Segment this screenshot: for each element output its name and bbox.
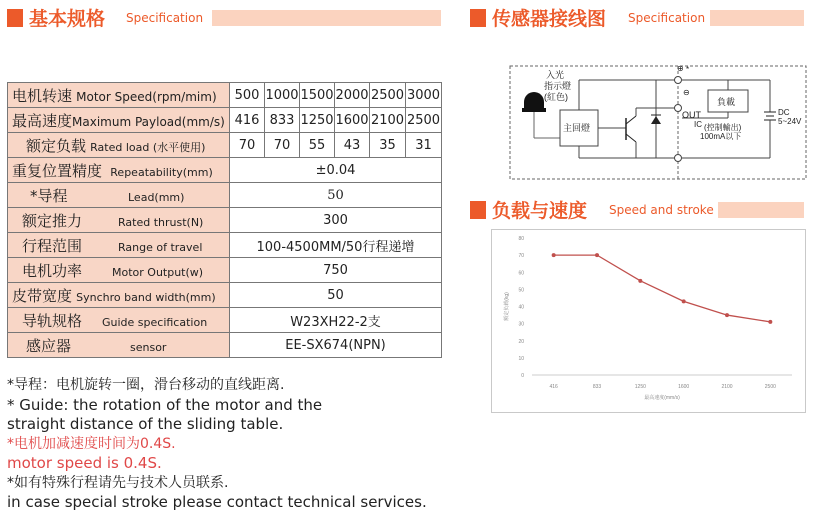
data-point [638,279,642,283]
data-point [552,253,556,257]
motor-speed-cell: 2000 [335,83,370,108]
main-circuit-label: 主回燈 [563,123,591,133]
data-point [768,320,772,324]
data-point [595,253,599,257]
guide-value: W23XH22-2支 [230,308,442,333]
diode-icon [651,80,661,158]
x-tick-label: 2100 [721,384,733,390]
table-row [8,83,442,108]
notes [7,376,427,513]
travel-label: 行程范围 Range of travel [8,233,230,258]
spec-header-title: 基本规格 [29,8,106,30]
motor-speed-cell: 2500 [370,83,406,108]
max-speed-cell: 1600 [335,108,370,133]
belt-label: 皮带宽度 Synchro band width(mm) [8,283,230,308]
x-tick-label: 2500 [764,384,776,390]
motor-speed-label: 电机转速 Motor Speed(rpm/mim) [8,83,230,108]
x-tick-label: 833 [592,384,602,390]
voltage-label: 5~24V [778,117,802,126]
spec-table [7,82,442,358]
table-row [8,158,442,183]
y-tick-label: 20 [518,338,524,345]
x-tick-label: 1250 [634,384,646,390]
lead-value: 50 [230,183,442,208]
rated-load-cell: 55 [300,133,335,158]
y-tick-label: 80 [518,236,524,242]
lamp-label-1: 入光 [546,70,565,80]
note-lead-cn: *导程：电机旋转一圈，滑台移动的直线距离. [7,377,285,393]
control-output-label: (控制輸出) [704,123,742,132]
table-row [8,258,442,283]
rated-load-cell: 70 [265,133,300,158]
lamp-label-3: (紅色) [544,92,568,102]
load-label: 負載 [717,97,736,107]
terminal-out [675,105,682,112]
x-tick-label: 416 [549,384,558,390]
plus-sign: ⊕ [677,64,684,73]
load-header-subtitle: Speed and stroke [609,203,714,217]
dc-label: DC [778,108,790,117]
out-label: OUT [682,110,701,120]
wiring-header-subtitle: Specification [628,11,706,25]
table-row [8,308,442,333]
rated-load-cell: 43 [335,133,370,158]
load-header-square [470,201,486,219]
power-value: 750 [230,258,442,283]
note-accel-en: motor speed is 0.4S. [7,454,162,472]
rated-load-cell: 70 [230,133,265,158]
table-row [8,183,442,208]
max-speed-cell: 1250 [300,108,335,133]
dc-source-icon [764,80,776,158]
table-row [8,283,442,308]
data-point [725,313,729,317]
load-speed-chart [491,229,806,413]
motor-speed-cell: 3000 [406,83,442,108]
max-speed-label: 最高速度Maximum Payload(mm/s) [8,108,230,133]
wiring-header-bar [710,10,804,26]
sensor-value: EE-SX674(NPN) [230,333,442,358]
y-tick-label: 10 [518,355,524,362]
load-header-bar [718,202,804,218]
max-speed-cell: 2500 [406,108,442,133]
x-axis-label: 最高速度(mm/s) [644,395,680,401]
note-lead-en-2: straight distance of the sliding table. [7,415,284,433]
ic-label: IC [694,120,702,129]
table-row [8,133,442,158]
lead-label: *导程 Lead(mm) [8,183,230,208]
series-line [554,255,771,322]
repeatability-value: ±0.04 [230,158,442,183]
belt-value: 50 [230,283,442,308]
rated-load-cell: 35 [370,133,406,158]
y-axis-label: 额定负载(kg) [504,292,510,321]
wiring-header-title: 传感器接线图 [492,8,607,30]
terminal-plus [675,77,682,84]
thrust-value: 300 [230,208,442,233]
note-accel-cn: *电机加减速度时间为0.4S. [7,435,176,452]
max-speed-cell: 833 [265,108,300,133]
minus-sign: ⊖ [683,88,690,97]
table-row [8,333,442,358]
spec-header [7,6,441,30]
sensor-label: 感应器 sensor [8,333,230,358]
wiring-diagram [508,58,808,183]
table-row [8,208,442,233]
y-tick-label: 30 [518,321,524,328]
thrust-label: 额定推力 Rated thrust(N) [8,208,230,233]
spec-header-subtitle: Specification [126,11,204,25]
table-row [8,108,442,133]
y-tick-label: 70 [518,253,524,260]
current-limit-label: 100mA以下 [700,132,742,141]
wiring-header [470,6,804,30]
motor-speed-cell: 500 [230,83,265,108]
load-header [470,198,804,222]
spec-header-bar [212,10,441,26]
motor-speed-cell: 1000 [265,83,300,108]
repeatability-label: 重复位置精度 Repeatability(mm) [8,158,230,183]
max-speed-cell: 2100 [370,108,406,133]
table-row [8,233,442,258]
spec-header-square [7,9,23,27]
rated-load-cell: 31 [406,133,442,158]
y-tick-label: 60 [518,270,524,277]
max-speed-cell: 416 [230,108,265,133]
note-special-cn: *如有特殊行程请先与技术人员联系. [7,474,229,491]
rated-load-label: 额定负载 Rated load (水平使用) [8,133,230,158]
y-tick-label: 50 [518,287,524,294]
wiring-header-square [470,9,486,27]
guide-label: 导轨规格 Guide specification [8,308,230,333]
load-speed-chart-svg [492,230,805,412]
motor-speed-cell: 1500 [300,83,335,108]
note-lead-en-1: * Guide: the rotation of the motor and the [7,395,323,414]
lamp-label-2: 指示燈 [544,81,572,91]
note-special-en: in case special stroke please contact technical services. [7,493,427,511]
asterisk-mark: * [686,65,690,74]
x-tick-label: 1600 [678,384,690,390]
load-header-title: 负载与速度 [492,200,588,222]
y-tick-label: 0 [521,373,524,379]
y-tick-label: 40 [518,304,524,311]
power-label: 电机功率 Motor Output(w) [8,258,230,283]
travel-value: 100-4500MM/50行程递增 [230,233,442,258]
terminal-minus [675,155,682,162]
data-point [682,299,686,303]
